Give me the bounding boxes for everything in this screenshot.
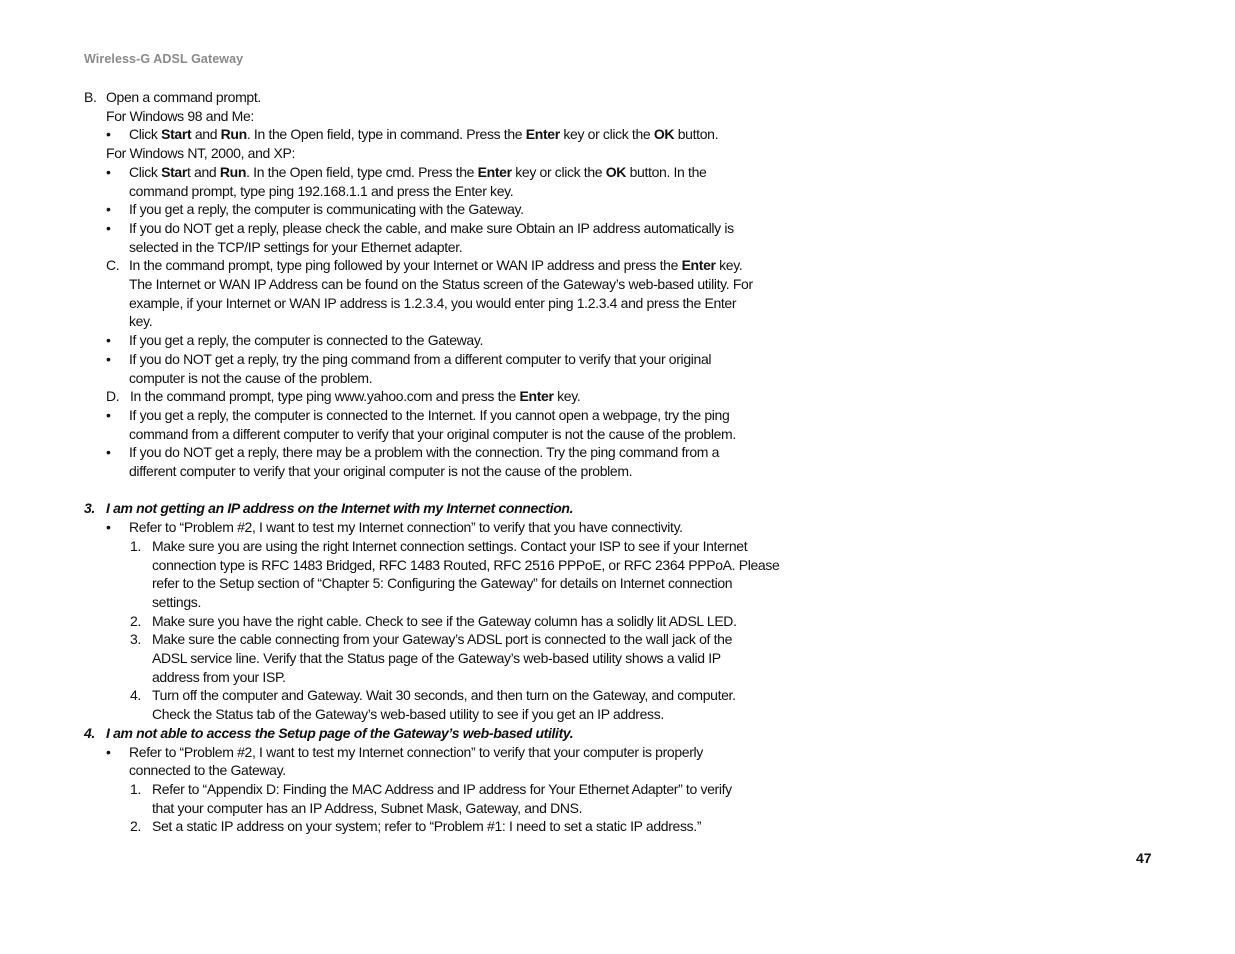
step-continuation: example, if your Internet or WAN IP address is 1.2.3.4, you would enter ping 1.2.3.4 and press the Enter [129,294,737,311]
numbered-item-continuation [84,799,774,818]
bold-term: OK [653,126,675,143]
text-run: In the command prompt, type ping www.yahoo.com and press the [130,388,520,405]
bullet-item [84,200,774,219]
bullet-icon: • [106,219,111,236]
bullet-continuation: selected in the TCP/IP settings for your Ethernet adapter. [129,238,463,255]
bullet-text: Refer to “Problem #2, I want to test my Internet connection” to verify that you have connectivity. [129,519,683,536]
item-text: Make sure you have the right cable. Check to see if the Gateway column has a solidly lit ADSL LED. [152,612,737,629]
bullet-item [84,518,774,537]
bullet-icon: • [106,406,111,423]
step-text: Open a command prompt. [106,89,261,105]
numbered-item [84,686,774,705]
problem-number: 4. [84,724,95,741]
problem-4-list [84,780,774,836]
bullet-item [84,350,774,369]
bullet-item [84,163,774,182]
numbered-item-continuation [84,593,774,612]
item-text: Refer to “Appendix D: Finding the MAC Address and IP address for Your Ethernet Adapter” to verify [152,781,732,797]
text-run: key or click the [511,163,606,180]
text-run: In the command prompt, type ping followed by your Internet or WAN IP address and press the [129,257,682,274]
bullet-text: If you get a reply, the computer is connected to the Gateway. [129,332,484,349]
windows-nt-label [84,144,774,163]
bullet-item [84,443,774,462]
bold-term: Enter [681,257,716,274]
bullet-icon: • [106,332,111,349]
problem-4-heading [84,724,774,743]
text-run: . In the Open field, type in command. Press the [246,126,526,143]
numbered-item [84,537,774,556]
bullet-icon: • [106,743,111,760]
label-text: For Windows 98 and Me: [106,107,254,124]
text-run: key or click the [559,126,654,143]
step-continuation: The Internet or WAN IP Address can be found on the Status screen of the Gateway’s web-based utility. For [129,276,753,293]
bold-term: Enter [525,126,560,143]
text-run: key. [715,257,743,274]
numbered-item-continuation [84,649,774,668]
item-text: Check the Status tab of the Gateway’s web-based utility to see if you get an IP address. [152,706,664,723]
bullet-text: If you do NOT get a reply, there may be a problem with the connection. Try the ping command from a [129,444,720,461]
numbered-item [84,612,774,631]
numbered-item-continuation [84,556,780,575]
step-c [84,256,774,275]
bullet-item [84,331,774,350]
problem-number: 3. [84,500,95,517]
item-text: ADSL service line. Verify that the Status page of the Gateway’s web-based utility shows a valid IP [152,650,721,667]
numbered-item [84,630,774,649]
item-text: Turn off the computer and Gateway. Wait 30 seconds, and then turn on the Gateway, and computer. [152,687,736,704]
bold-term: Enter [477,163,512,180]
step-continuation: key. [129,313,153,330]
document-header: Wireless-G ADSL Gateway [84,52,244,66]
bullet-continuation: command prompt, type ping 192.168.1.1 and press the Enter key. [129,182,514,199]
spacer [84,481,774,500]
step-marker: D. [106,388,120,405]
bullet-continuation: connected to the Gateway. [129,762,286,779]
bullet-text: Refer to “Problem #2, I want to test my Internet connection” to verify that your computer is properly [129,743,703,760]
bullet-icon: • [106,163,111,180]
numbered-item [84,817,774,836]
numbered-item [84,780,774,799]
bullet-continuation: command from a different computer to verify that your original computer is not the cause of the problem. [129,425,736,442]
bullet-continuation: different computer to verify that your original computer is not the cause of the problem. [129,463,633,480]
item-text: refer to the Setup section of “Chapter 5: Configuring the Gateway” for details on Internet connection [152,575,733,592]
bold-term: Star [161,163,187,180]
bullet-icon: • [106,350,111,367]
step-b [84,88,774,107]
item-number: 2. [130,612,141,629]
text-run: Click [129,163,162,180]
text-run: Click [129,126,162,143]
windows-98-label [84,107,774,126]
bullet-icon: • [106,126,111,143]
item-number: 1. [130,781,141,797]
item-text: Make sure you are using the right Internet connection settings. Contact your ISP to see if your Internet [152,537,748,554]
bullet-item [84,219,774,238]
item-number: 2. [130,818,141,835]
item-number: 4. [130,687,141,704]
item-number: 3. [130,631,141,648]
bold-term: OK [605,163,627,180]
page-content [84,88,780,836]
step-d [84,387,774,406]
item-text: settings. [152,593,201,610]
item-number: 1. [130,537,141,554]
bold-term: Start [161,126,192,143]
page-number: 47 [1136,850,1152,866]
bullet-icon: • [106,519,111,536]
label-text: For Windows NT, 2000, and XP: [106,145,296,162]
bullet-item [84,125,774,144]
item-text: Set a static IP address on your system; refer to “Problem #1: I need to set a static IP address.” [152,818,702,835]
numbered-item-continuation [84,705,774,724]
item-text: that your computer has an IP Address, Subnet Mask, Gateway, and DNS. [152,799,583,816]
numbered-item-continuation [84,668,774,687]
bullet-text: If you do NOT get a reply, please check the cable, and make sure Obtain an IP address automatically is [129,219,734,236]
bullet-icon: • [106,444,111,461]
bullet-continuation: computer is not the cause of the problem. [129,369,373,386]
problem-title: I am not able to access the Setup page of the Gateway’s web-based utility. [106,724,574,741]
problem-title: I am not getting an IP address on the Internet with my Internet connection. [106,500,574,517]
bold-term: Run [219,163,247,180]
text-run: button. [674,126,719,143]
item-text: address from your ISP. [152,668,286,685]
numbered-item-continuation [84,574,774,593]
bullet-text: If you get a reply, the computer is communicating with the Gateway. [129,201,524,218]
problem-3-list [84,537,780,724]
text-run: and [191,126,221,143]
bold-term: Run [220,126,247,143]
item-text: Make sure the cable connecting from your Gateway’s ADSL port is connected to the wall jack of the [152,631,733,648]
bold-term: Enter [519,388,554,405]
text-run: t and [186,163,220,180]
bullet-text: If you get a reply, the computer is connected to the Internet. If you cannot open a webpage, try the ping [129,406,730,423]
step-marker: B. [84,89,97,105]
text-run: key. [553,388,581,405]
bullet-icon: • [106,201,111,218]
bullet-item [84,743,774,762]
bullet-text: If you do NOT get a reply, try the ping command from a different computer to verify that your original [129,350,712,367]
item-text: connection type is RFC 1483 Bridged, RFC 1483 Routed, RFC 2516 PPPoE, or RFC 2364 PPPoA. Please [152,556,780,573]
bullet-item [84,406,774,425]
step-marker: C. [106,257,120,274]
text-run: . In the Open field, type cmd. Press the [246,163,478,180]
problem-3-heading [84,499,774,518]
text-run: button. In the [626,163,707,180]
